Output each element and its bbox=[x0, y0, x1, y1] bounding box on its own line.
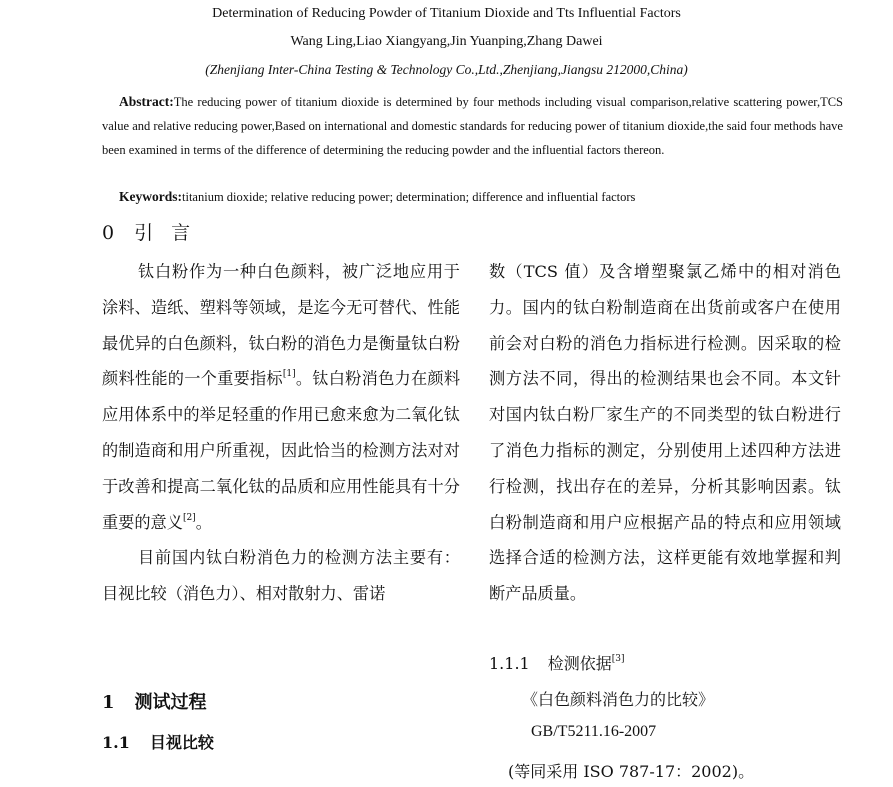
keywords-label: Keywords: bbox=[119, 189, 182, 204]
paper-affiliation: (Zhenjiang Inter-China Testing & Technology Co.,Ltd.,Zhenjiang,Jiangsu 212000,China) bbox=[205, 62, 688, 77]
paper-title: Determination of Reducing Powder of Titanium Dioxide and Tts Influential Factors bbox=[212, 6, 681, 21]
subsection-number: 1.1.1 bbox=[489, 654, 530, 673]
paragraph-text: 。 bbox=[195, 512, 212, 532]
paper-authors: Wang Ling,Liao Xiangyang,Jin Yuanping,Zhang Dawei bbox=[290, 34, 603, 49]
section-heading-test-process bbox=[102, 688, 207, 714]
left-column bbox=[102, 254, 460, 612]
keywords-text: titanium dioxide; relative reducing power; determination; difference and influential factors bbox=[182, 190, 636, 204]
abstract-label: Abstract: bbox=[119, 94, 174, 109]
citation: [3] bbox=[611, 654, 625, 664]
keywords bbox=[119, 189, 635, 205]
section-title: 测试过程 bbox=[134, 692, 207, 713]
body-paragraph bbox=[102, 540, 460, 612]
right-column bbox=[489, 254, 841, 612]
body-paragraph bbox=[489, 254, 841, 612]
section-heading-introduction bbox=[102, 218, 190, 245]
abstract bbox=[102, 90, 843, 162]
standard-equivalent: (等同采用 ISO 787-17：2002)。 bbox=[508, 762, 755, 781]
subsection-title: 检测依据 bbox=[547, 654, 612, 673]
subsection-heading-visual-comparison bbox=[102, 730, 214, 753]
section-number: 0 bbox=[102, 222, 115, 244]
body-paragraph bbox=[102, 254, 460, 540]
paragraph-text: 。钛白粉消色力在颜料应用体系中的举足轻重的作用已愈来愈为二氧化钛的制造商和用户所重视，因此恰当的检测方法对对于改善和提高二氧化钛的品质和应用性能具有十分重要的意义 bbox=[102, 369, 461, 532]
standard-code: GB/T5211.16-2007 bbox=[531, 723, 657, 740]
section-title-char: 言 bbox=[171, 222, 191, 244]
citation: [2] bbox=[182, 512, 196, 523]
section-title-char: 引 bbox=[134, 222, 154, 244]
standard-name: 《白色颜料消色力的比较》 bbox=[522, 690, 715, 709]
subsection-number: 1.1 bbox=[102, 733, 130, 752]
paragraph-text: 钛白粉作为一种白色颜料，被广泛地应用于涂料、造纸、塑料等领域，是迄今无可替代、性能最优异的白色颜料，钛白粉的消色力是衡量钛白粉颜料性能的一个重要指标 bbox=[102, 262, 460, 389]
subsection-heading-basis bbox=[489, 651, 624, 674]
abstract-text: The reducing power of titanium dioxide is determined by four methods including visual comparison,relative scattering power,TCS value and relative reducing power,Based on international and domestic standards for reducing power of titanium dioxide,the said four methods have been examined in terms of the difference of determining the reducing powder and the influential factors thereon. bbox=[102, 95, 843, 157]
paragraph-text: 数（TCS 值）及含增塑聚氯乙烯中的相对消色力。国内的钛白粉制造商在出货前或客户在使用前会对白粉的消色力指标进行检测。因采取的检测方法不同，得出的检测结果也会不同。本文针对国内钛白粉厂家生产的不同类型的钛白粉进行了消色力指标的测定，分别使用上述四种方法进行检测，找出存在的差异，分析其影响因素。钛白粉制造商和用户应根据产品的特点和应用领域选择合适的检测方法，这样更能有效地掌握和判断产品质量。 bbox=[489, 262, 841, 604]
section-number: 1 bbox=[102, 692, 115, 713]
citation: [1] bbox=[282, 369, 296, 380]
subsection-title: 目视比较 bbox=[149, 733, 214, 752]
paragraph-text: 目前国内钛白粉消色力的检测方法主要有：目视比较（消色力）、相对散射力、雷诺 bbox=[102, 548, 460, 604]
